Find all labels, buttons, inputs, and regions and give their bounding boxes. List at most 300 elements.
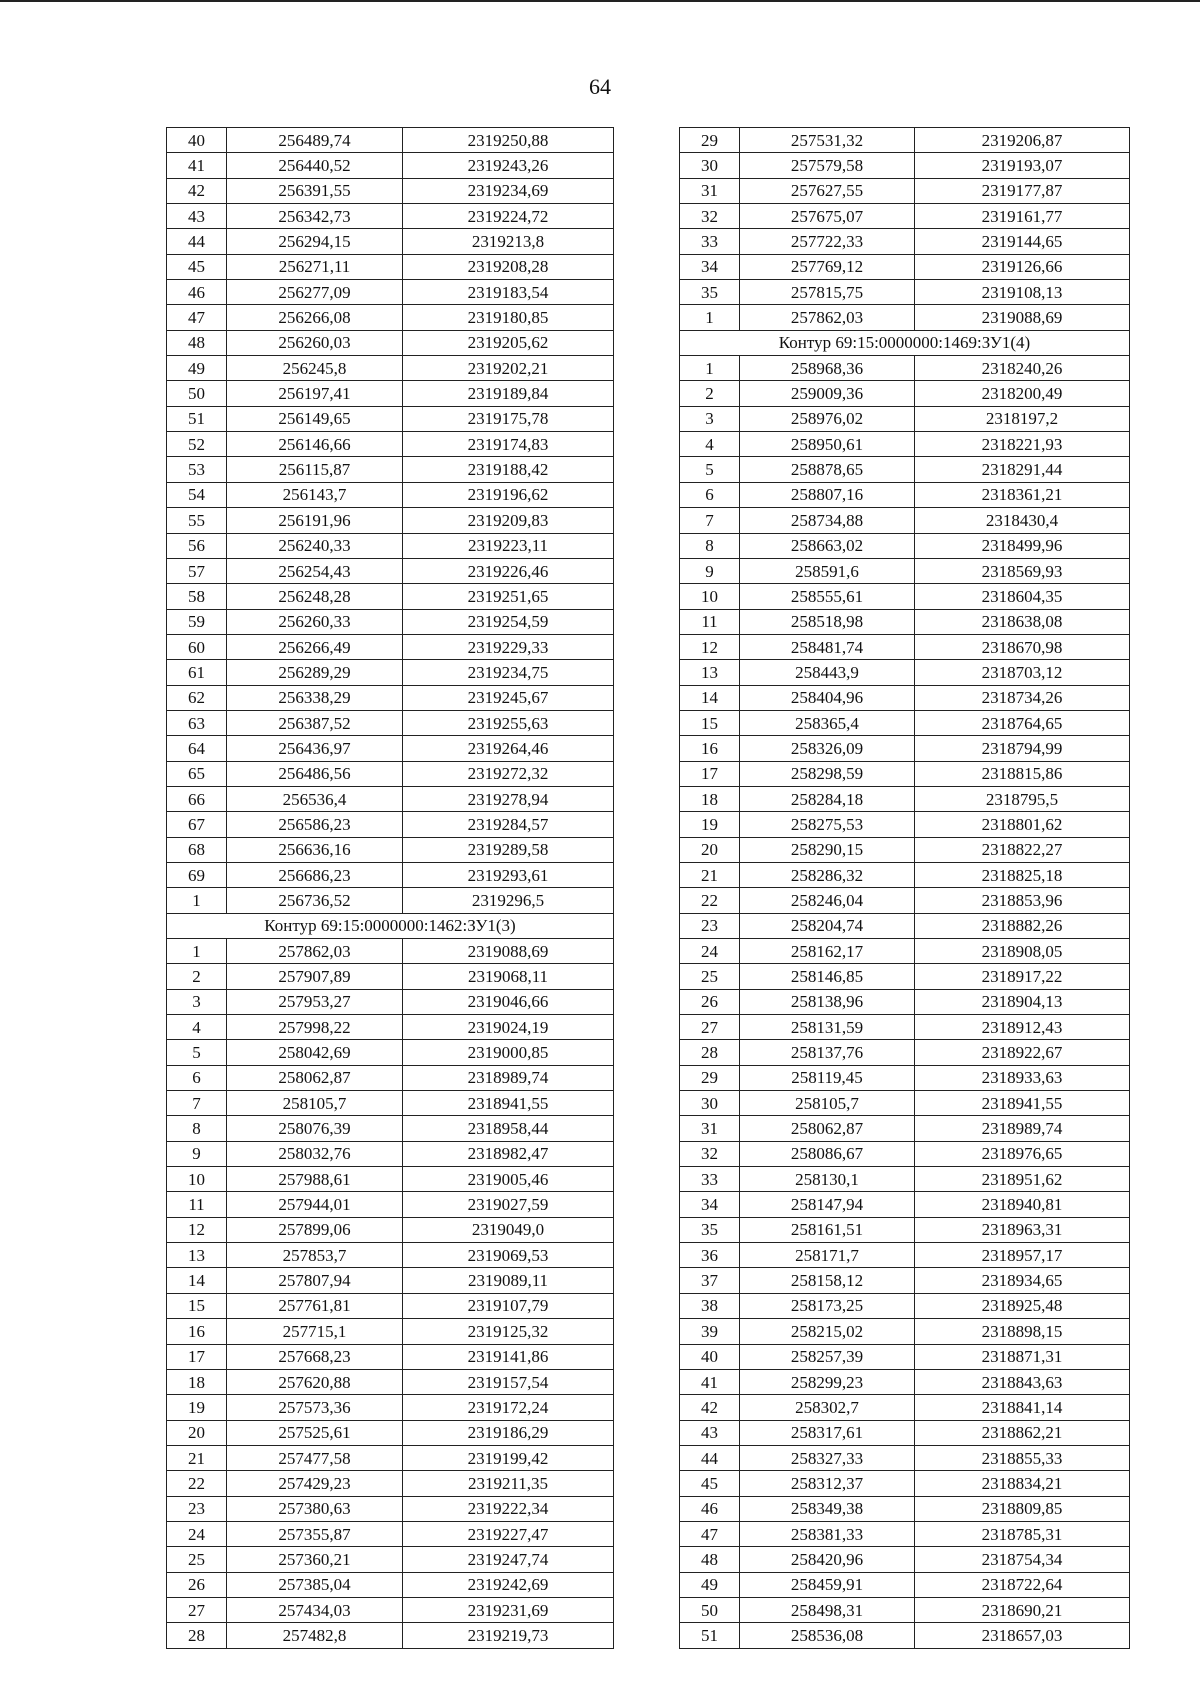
y-coordinate-cell: 2318200,49 <box>915 381 1130 406</box>
y-coordinate-cell: 2318904,13 <box>915 989 1130 1014</box>
x-coordinate-cell: 257907,89 <box>227 964 403 989</box>
y-coordinate-cell: 2318912,43 <box>915 1015 1130 1040</box>
table-row <box>680 1217 1130 1242</box>
y-coordinate-cell: 2319284,57 <box>403 812 614 837</box>
table-row <box>167 1623 614 1648</box>
x-coordinate-cell: 258147,94 <box>740 1192 915 1217</box>
y-coordinate-cell: 2319205,62 <box>403 330 614 355</box>
y-coordinate-cell: 2318197,2 <box>915 406 1130 431</box>
contour-header-row <box>680 330 1130 355</box>
table-row <box>680 1141 1130 1166</box>
x-coordinate-cell: 257429,23 <box>227 1471 403 1496</box>
table-row <box>680 634 1130 659</box>
point-number-cell: 66 <box>167 786 227 811</box>
y-coordinate-cell: 2319157,54 <box>403 1369 614 1394</box>
point-number-cell: 8 <box>167 1116 227 1141</box>
y-coordinate-cell: 2318882,26 <box>915 913 1130 938</box>
point-number-cell: 57 <box>167 558 227 583</box>
y-coordinate-cell: 2319234,69 <box>403 178 614 203</box>
table-row <box>167 1192 614 1217</box>
table-row <box>680 660 1130 685</box>
point-number-cell: 17 <box>680 761 740 786</box>
point-number-cell: 6 <box>167 1065 227 1090</box>
table-row <box>680 685 1130 710</box>
x-coordinate-cell: 258204,74 <box>740 913 915 938</box>
x-coordinate-cell: 257675,07 <box>740 204 915 229</box>
x-coordinate-cell: 257380,63 <box>227 1496 403 1521</box>
x-coordinate-cell: 258878,65 <box>740 457 915 482</box>
point-number-cell: 36 <box>680 1243 740 1268</box>
point-number-cell: 11 <box>680 609 740 634</box>
table-row <box>680 1395 1130 1420</box>
table-row <box>680 1015 1130 1040</box>
point-number-cell: 39 <box>680 1319 740 1344</box>
point-number-cell: 40 <box>167 128 227 153</box>
x-coordinate-cell: 258555,61 <box>740 584 915 609</box>
table-row <box>167 153 614 178</box>
y-coordinate-cell: 2318801,62 <box>915 812 1130 837</box>
x-coordinate-cell: 256440,52 <box>227 153 403 178</box>
point-number-cell: 23 <box>680 913 740 938</box>
table-row <box>167 1572 614 1597</box>
x-coordinate-cell: 257944,01 <box>227 1192 403 1217</box>
y-coordinate-cell: 2319206,87 <box>915 128 1130 153</box>
x-coordinate-cell: 258420,96 <box>740 1547 915 1572</box>
table-row <box>167 280 614 305</box>
x-coordinate-cell: 258443,9 <box>740 660 915 685</box>
table-row <box>167 634 614 659</box>
y-coordinate-cell: 2318925,48 <box>915 1293 1130 1318</box>
table-row <box>680 786 1130 811</box>
y-coordinate-cell: 2318834,21 <box>915 1471 1130 1496</box>
point-number-cell: 20 <box>167 1420 227 1445</box>
table-row <box>167 812 614 837</box>
x-coordinate-cell: 256486,56 <box>227 761 403 786</box>
x-coordinate-cell: 257807,94 <box>227 1268 403 1293</box>
y-coordinate-cell: 2318933,63 <box>915 1065 1130 1090</box>
x-coordinate-cell: 257531,32 <box>740 128 915 153</box>
x-coordinate-cell: 258131,59 <box>740 1015 915 1040</box>
y-coordinate-cell: 2318982,47 <box>403 1141 614 1166</box>
x-coordinate-cell: 258404,96 <box>740 685 915 710</box>
point-number-cell: 51 <box>167 406 227 431</box>
y-coordinate-cell: 2319251,65 <box>403 584 614 609</box>
y-coordinate-cell: 2319209,83 <box>403 508 614 533</box>
table-row <box>680 1293 1130 1318</box>
point-number-cell: 32 <box>680 1141 740 1166</box>
point-number-cell: 30 <box>680 153 740 178</box>
point-number-cell: 3 <box>167 989 227 1014</box>
x-coordinate-cell: 258161,51 <box>740 1217 915 1242</box>
table-row <box>167 229 614 254</box>
x-coordinate-cell: 258968,36 <box>740 356 915 381</box>
x-coordinate-cell: 257998,22 <box>227 1015 403 1040</box>
point-number-cell: 48 <box>680 1547 740 1572</box>
y-coordinate-cell: 2318871,31 <box>915 1344 1130 1369</box>
x-coordinate-cell: 256736,52 <box>227 888 403 913</box>
table-row <box>167 1091 614 1116</box>
x-coordinate-cell: 258062,87 <box>740 1116 915 1141</box>
table-row <box>680 1040 1130 1065</box>
x-coordinate-cell: 256266,49 <box>227 634 403 659</box>
y-coordinate-cell: 2318815,86 <box>915 761 1130 786</box>
y-coordinate-cell: 2319175,78 <box>403 406 614 431</box>
table-row <box>680 1471 1130 1496</box>
y-coordinate-cell: 2318703,12 <box>915 660 1130 685</box>
top-border-line <box>0 0 1200 2</box>
x-coordinate-cell: 256586,23 <box>227 812 403 837</box>
x-coordinate-cell: 257620,88 <box>227 1369 403 1394</box>
x-coordinate-cell: 256489,74 <box>227 128 403 153</box>
table-row <box>167 1217 614 1242</box>
x-coordinate-cell: 258158,12 <box>740 1268 915 1293</box>
y-coordinate-cell: 2318853,96 <box>915 888 1130 913</box>
table-row <box>680 1116 1130 1141</box>
x-coordinate-cell: 257862,03 <box>227 939 403 964</box>
table-row <box>167 660 614 685</box>
y-coordinate-cell: 2319189,84 <box>403 381 614 406</box>
point-number-cell: 34 <box>680 1192 740 1217</box>
point-number-cell: 62 <box>167 685 227 710</box>
table-row <box>680 178 1130 203</box>
y-coordinate-cell: 2318922,67 <box>915 1040 1130 1065</box>
x-coordinate-cell: 258734,88 <box>740 508 915 533</box>
point-number-cell: 67 <box>167 812 227 837</box>
x-coordinate-cell: 256245,8 <box>227 356 403 381</box>
y-coordinate-cell: 2318670,98 <box>915 634 1130 659</box>
point-number-cell: 17 <box>167 1344 227 1369</box>
y-coordinate-cell: 2319107,79 <box>403 1293 614 1318</box>
y-coordinate-cell: 2318855,33 <box>915 1445 1130 1470</box>
x-coordinate-cell: 256240,33 <box>227 533 403 558</box>
point-number-cell: 42 <box>167 178 227 203</box>
point-number-cell: 41 <box>167 153 227 178</box>
table-row <box>680 1496 1130 1521</box>
point-number-cell: 16 <box>680 736 740 761</box>
y-coordinate-cell: 2318898,15 <box>915 1319 1130 1344</box>
x-coordinate-cell: 257853,7 <box>227 1243 403 1268</box>
y-coordinate-cell: 2319089,11 <box>403 1268 614 1293</box>
table-row <box>167 862 614 887</box>
point-number-cell: 27 <box>680 1015 740 1040</box>
x-coordinate-cell: 258257,39 <box>740 1344 915 1369</box>
y-coordinate-cell: 2318940,81 <box>915 1192 1130 1217</box>
point-number-cell: 50 <box>680 1597 740 1622</box>
point-number-cell: 43 <box>680 1420 740 1445</box>
x-coordinate-cell: 257668,23 <box>227 1344 403 1369</box>
point-number-cell: 10 <box>680 584 740 609</box>
point-number-cell: 22 <box>680 888 740 913</box>
x-coordinate-cell: 258976,02 <box>740 406 915 431</box>
table-row <box>680 356 1130 381</box>
point-number-cell: 55 <box>167 508 227 533</box>
y-coordinate-cell: 2318734,26 <box>915 685 1130 710</box>
table-row <box>680 862 1130 887</box>
point-number-cell: 65 <box>167 761 227 786</box>
point-number-cell: 18 <box>680 786 740 811</box>
table-row <box>680 1521 1130 1546</box>
table-row <box>167 1141 614 1166</box>
table-row <box>167 1167 614 1192</box>
point-number-cell: 42 <box>680 1395 740 1420</box>
table-row <box>680 533 1130 558</box>
x-coordinate-cell: 256289,29 <box>227 660 403 685</box>
x-coordinate-cell: 258349,38 <box>740 1496 915 1521</box>
x-coordinate-cell: 258298,59 <box>740 761 915 786</box>
x-coordinate-cell: 256342,73 <box>227 204 403 229</box>
x-coordinate-cell: 257360,21 <box>227 1547 403 1572</box>
y-coordinate-cell: 2319264,46 <box>403 736 614 761</box>
table-row <box>167 1344 614 1369</box>
x-coordinate-cell: 256146,66 <box>227 432 403 457</box>
table-row <box>680 1319 1130 1344</box>
table-row <box>167 1040 614 1065</box>
point-number-cell: 45 <box>680 1471 740 1496</box>
y-coordinate-cell: 2319172,24 <box>403 1395 614 1420</box>
table-row <box>167 939 614 964</box>
point-number-cell: 19 <box>680 812 740 837</box>
table-row <box>167 457 614 482</box>
x-coordinate-cell: 258290,15 <box>740 837 915 862</box>
table-row <box>680 305 1130 330</box>
x-coordinate-cell: 256391,55 <box>227 178 403 203</box>
point-number-cell: 18 <box>167 1369 227 1394</box>
contour-title: Контур 69:15:0000000:1462:ЗУ1(3) <box>167 913 614 938</box>
table-row <box>167 1496 614 1521</box>
x-coordinate-cell: 257899,06 <box>227 1217 403 1242</box>
y-coordinate-cell: 2319245,67 <box>403 685 614 710</box>
table-row <box>680 1420 1130 1445</box>
x-coordinate-cell: 256197,41 <box>227 381 403 406</box>
contour-header-row <box>167 913 614 938</box>
x-coordinate-cell: 258536,08 <box>740 1623 915 1648</box>
table-row <box>680 761 1130 786</box>
y-coordinate-cell: 2319196,62 <box>403 482 614 507</box>
point-number-cell: 31 <box>680 1116 740 1141</box>
point-number-cell: 1 <box>167 888 227 913</box>
y-coordinate-cell: 2319125,32 <box>403 1319 614 1344</box>
x-coordinate-cell: 258032,76 <box>227 1141 403 1166</box>
x-coordinate-cell: 258481,74 <box>740 634 915 659</box>
x-coordinate-cell: 258317,61 <box>740 1420 915 1445</box>
table-row <box>167 1521 614 1546</box>
y-coordinate-cell: 2318569,93 <box>915 558 1130 583</box>
x-coordinate-cell: 256636,16 <box>227 837 403 862</box>
point-number-cell: 4 <box>680 432 740 457</box>
point-number-cell: 37 <box>680 1268 740 1293</box>
table-row <box>167 432 614 457</box>
x-coordinate-cell: 257579,58 <box>740 153 915 178</box>
y-coordinate-cell: 2319126,66 <box>915 254 1130 279</box>
x-coordinate-cell: 258086,67 <box>740 1141 915 1166</box>
y-coordinate-cell: 2319213,8 <box>403 229 614 254</box>
point-number-cell: 9 <box>680 558 740 583</box>
x-coordinate-cell: 257482,8 <box>227 1623 403 1648</box>
point-number-cell: 27 <box>167 1597 227 1622</box>
table-row <box>680 1192 1130 1217</box>
x-coordinate-cell: 257627,55 <box>740 178 915 203</box>
table-row <box>680 609 1130 634</box>
table-row <box>680 1547 1130 1572</box>
y-coordinate-cell: 2318430,4 <box>915 508 1130 533</box>
y-coordinate-cell: 2318794,99 <box>915 736 1130 761</box>
table-row <box>167 1268 614 1293</box>
y-coordinate-cell: 2318825,18 <box>915 862 1130 887</box>
x-coordinate-cell: 258518,98 <box>740 609 915 634</box>
table-row <box>680 254 1130 279</box>
x-coordinate-cell: 258119,45 <box>740 1065 915 1090</box>
x-coordinate-cell: 258950,61 <box>740 432 915 457</box>
y-coordinate-cell: 2318941,55 <box>403 1091 614 1116</box>
y-coordinate-cell: 2318908,05 <box>915 939 1130 964</box>
point-number-cell: 26 <box>167 1572 227 1597</box>
table-row <box>167 710 614 735</box>
x-coordinate-cell: 256260,03 <box>227 330 403 355</box>
point-number-cell: 60 <box>167 634 227 659</box>
y-coordinate-cell: 2318291,44 <box>915 457 1130 482</box>
y-coordinate-cell: 2319144,65 <box>915 229 1130 254</box>
point-number-cell: 9 <box>167 1141 227 1166</box>
y-coordinate-cell: 2319069,53 <box>403 1243 614 1268</box>
x-coordinate-cell: 258173,25 <box>740 1293 915 1318</box>
y-coordinate-cell: 2319183,54 <box>403 280 614 305</box>
point-number-cell: 12 <box>680 634 740 659</box>
point-number-cell: 44 <box>680 1445 740 1470</box>
table-row <box>680 736 1130 761</box>
point-number-cell: 49 <box>680 1572 740 1597</box>
x-coordinate-cell: 258312,37 <box>740 1471 915 1496</box>
point-number-cell: 30 <box>680 1091 740 1116</box>
y-coordinate-cell: 2318989,74 <box>403 1065 614 1090</box>
y-coordinate-cell: 2318809,85 <box>915 1496 1130 1521</box>
y-coordinate-cell: 2319296,5 <box>403 888 614 913</box>
x-coordinate-cell: 258326,09 <box>740 736 915 761</box>
y-coordinate-cell: 2319141,86 <box>403 1344 614 1369</box>
point-number-cell: 32 <box>680 204 740 229</box>
y-coordinate-cell: 2319202,21 <box>403 356 614 381</box>
x-coordinate-cell: 258130,1 <box>740 1167 915 1192</box>
point-number-cell: 15 <box>167 1293 227 1318</box>
y-coordinate-cell: 2319186,29 <box>403 1420 614 1445</box>
table-row <box>167 533 614 558</box>
table-row <box>680 128 1130 153</box>
x-coordinate-cell: 256536,4 <box>227 786 403 811</box>
x-coordinate-cell: 258042,69 <box>227 1040 403 1065</box>
table-row <box>680 989 1130 1014</box>
x-coordinate-cell: 256271,11 <box>227 254 403 279</box>
x-coordinate-cell: 258302,7 <box>740 1395 915 1420</box>
contour-title: Контур 69:15:0000000:1469:ЗУ1(4) <box>680 330 1130 355</box>
y-coordinate-cell: 2319234,75 <box>403 660 614 685</box>
point-number-cell: 28 <box>680 1040 740 1065</box>
x-coordinate-cell: 257715,1 <box>227 1319 403 1344</box>
x-coordinate-cell: 258275,53 <box>740 812 915 837</box>
y-coordinate-cell: 2318361,21 <box>915 482 1130 507</box>
point-number-cell: 20 <box>680 837 740 862</box>
point-number-cell: 33 <box>680 229 740 254</box>
point-number-cell: 33 <box>680 1167 740 1192</box>
table-row <box>680 280 1130 305</box>
table-row <box>680 812 1130 837</box>
y-coordinate-cell: 2319229,33 <box>403 634 614 659</box>
table-row <box>680 1623 1130 1648</box>
point-number-cell: 35 <box>680 1217 740 1242</box>
y-coordinate-cell: 2319211,35 <box>403 1471 614 1496</box>
point-number-cell: 46 <box>167 280 227 305</box>
y-coordinate-cell: 2319223,11 <box>403 533 614 558</box>
y-coordinate-cell: 2319161,77 <box>915 204 1130 229</box>
point-number-cell: 3 <box>680 406 740 431</box>
y-coordinate-cell: 2319242,69 <box>403 1572 614 1597</box>
table-row <box>167 1065 614 1090</box>
point-number-cell: 44 <box>167 229 227 254</box>
y-coordinate-cell: 2318941,55 <box>915 1091 1130 1116</box>
y-coordinate-cell: 2318989,74 <box>915 1116 1130 1141</box>
point-number-cell: 5 <box>167 1040 227 1065</box>
point-number-cell: 6 <box>680 482 740 507</box>
x-coordinate-cell: 256387,52 <box>227 710 403 735</box>
table-row <box>167 356 614 381</box>
point-number-cell: 21 <box>680 862 740 887</box>
table-row <box>680 457 1130 482</box>
point-number-cell: 13 <box>167 1243 227 1268</box>
point-number-cell: 45 <box>167 254 227 279</box>
x-coordinate-cell: 256266,08 <box>227 305 403 330</box>
x-coordinate-cell: 258215,02 <box>740 1319 915 1344</box>
y-coordinate-cell: 2318958,44 <box>403 1116 614 1141</box>
y-coordinate-cell: 2318862,21 <box>915 1420 1130 1445</box>
point-number-cell: 13 <box>680 660 740 685</box>
table-row <box>167 609 614 634</box>
x-coordinate-cell: 256248,28 <box>227 584 403 609</box>
point-number-cell: 19 <box>167 1395 227 1420</box>
point-number-cell: 38 <box>680 1293 740 1318</box>
y-coordinate-cell: 2319000,85 <box>403 1040 614 1065</box>
point-number-cell: 47 <box>680 1521 740 1546</box>
table-row <box>680 229 1130 254</box>
point-number-cell: 28 <box>167 1623 227 1648</box>
x-coordinate-cell: 258105,7 <box>227 1091 403 1116</box>
table-row <box>167 381 614 406</box>
table-row <box>167 736 614 761</box>
x-coordinate-cell: 258171,7 <box>740 1243 915 1268</box>
y-coordinate-cell: 2319272,32 <box>403 761 614 786</box>
point-number-cell: 34 <box>680 254 740 279</box>
x-coordinate-cell: 257722,33 <box>740 229 915 254</box>
point-number-cell: 15 <box>680 710 740 735</box>
y-coordinate-cell: 2319255,63 <box>403 710 614 735</box>
table-row <box>167 558 614 583</box>
table-row <box>167 330 614 355</box>
x-coordinate-cell: 256115,87 <box>227 457 403 482</box>
table-row <box>167 1116 614 1141</box>
x-coordinate-cell: 256294,15 <box>227 229 403 254</box>
point-number-cell: 35 <box>680 280 740 305</box>
point-number-cell: 11 <box>167 1192 227 1217</box>
table-row <box>167 1243 614 1268</box>
table-row <box>167 1319 614 1344</box>
x-coordinate-cell: 256149,65 <box>227 406 403 431</box>
point-number-cell: 2 <box>680 381 740 406</box>
y-coordinate-cell: 2319247,74 <box>403 1547 614 1572</box>
y-coordinate-cell: 2319027,59 <box>403 1192 614 1217</box>
table-row <box>167 1547 614 1572</box>
y-coordinate-cell: 2319199,42 <box>403 1445 614 1470</box>
table-row <box>680 1243 1130 1268</box>
point-number-cell: 24 <box>680 939 740 964</box>
y-coordinate-cell: 2318841,14 <box>915 1395 1130 1420</box>
table-row <box>680 584 1130 609</box>
